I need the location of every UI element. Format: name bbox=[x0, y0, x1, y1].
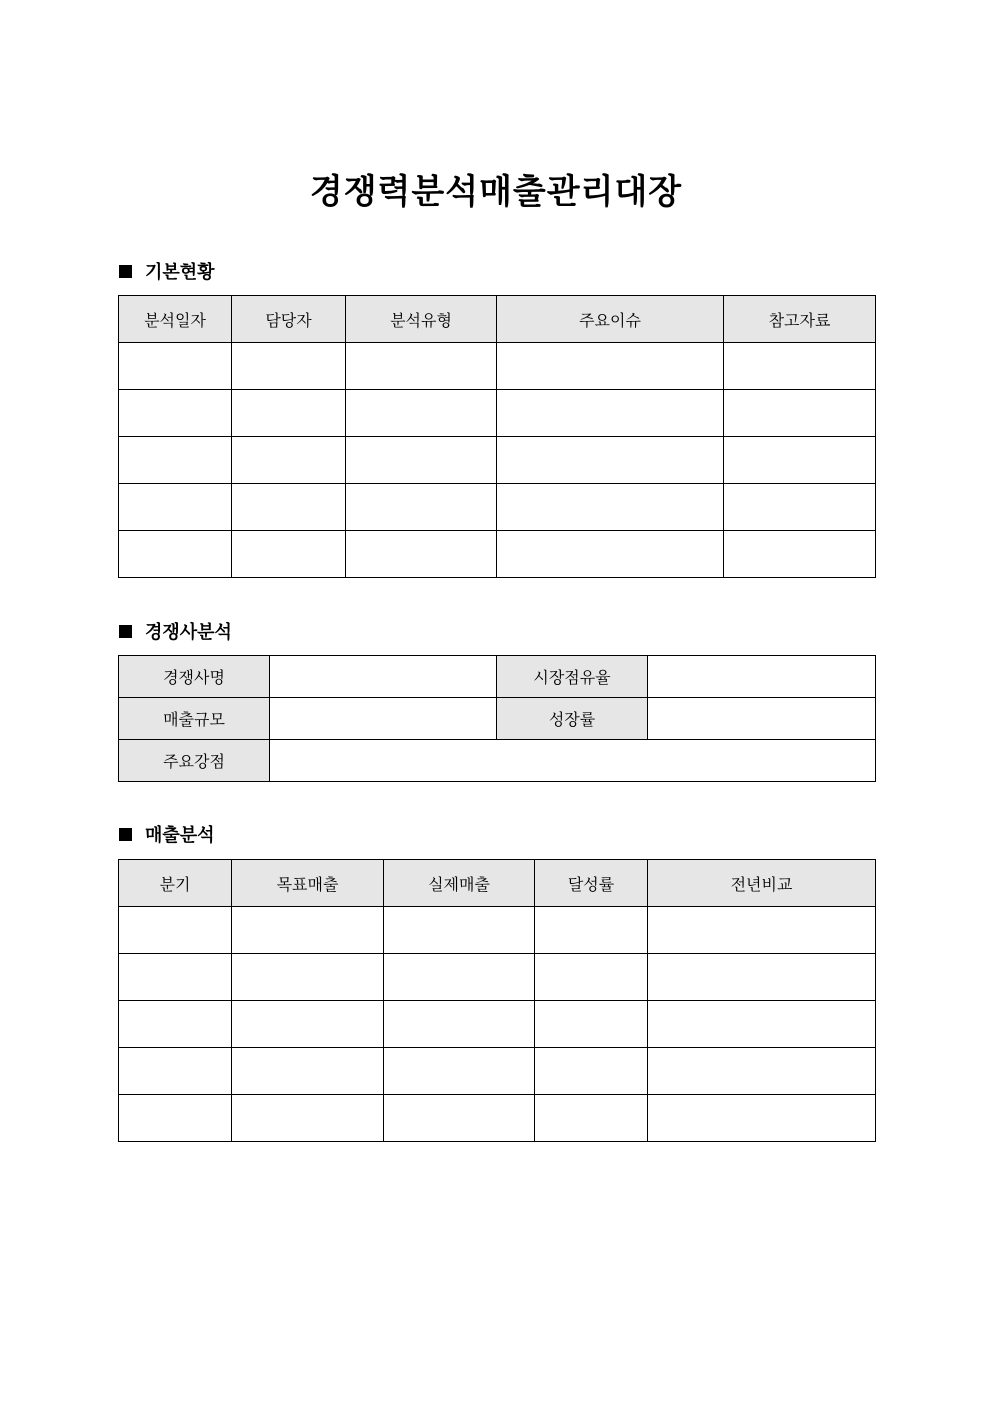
table-row bbox=[119, 343, 876, 390]
column-header: 실제매출 bbox=[384, 860, 535, 907]
table-cell[interactable] bbox=[497, 390, 724, 437]
table-cell[interactable] bbox=[119, 954, 232, 1001]
table-cell[interactable] bbox=[232, 531, 346, 578]
table-cell[interactable] bbox=[119, 1001, 232, 1048]
table-row bbox=[119, 1095, 876, 1142]
section-heading-competitor bbox=[119, 618, 232, 644]
table-cell[interactable] bbox=[346, 343, 497, 390]
table-cell[interactable] bbox=[119, 531, 232, 578]
table-cell[interactable] bbox=[497, 484, 724, 531]
section-heading-sales bbox=[119, 821, 215, 847]
growth-rate-field[interactable] bbox=[648, 698, 876, 740]
table-cell[interactable] bbox=[346, 390, 497, 437]
table-header-row bbox=[119, 860, 876, 907]
table-cell[interactable] bbox=[119, 343, 232, 390]
key-strength-field[interactable] bbox=[270, 740, 876, 782]
table-cell[interactable] bbox=[535, 1095, 648, 1142]
table-row bbox=[119, 1001, 876, 1048]
table-cell[interactable] bbox=[384, 907, 535, 954]
competitor-analysis-table bbox=[118, 655, 876, 782]
table-row bbox=[119, 698, 876, 740]
table-row bbox=[119, 954, 876, 1001]
table-cell[interactable] bbox=[724, 437, 876, 484]
table-cell[interactable] bbox=[232, 907, 384, 954]
table-cell[interactable] bbox=[648, 1048, 876, 1095]
table-row bbox=[119, 531, 876, 578]
column-header: 참고자료 bbox=[724, 296, 876, 343]
sales-scale-label: 매출규모 bbox=[119, 698, 270, 740]
sales-analysis-table bbox=[118, 859, 876, 1142]
table-cell[interactable] bbox=[346, 437, 497, 484]
section-heading-label: 기본현황 bbox=[145, 262, 215, 283]
market-share-label: 시장점유율 bbox=[497, 656, 648, 698]
table-cell[interactable] bbox=[535, 1048, 648, 1095]
table-cell[interactable] bbox=[232, 954, 384, 1001]
table-row bbox=[119, 437, 876, 484]
table-cell[interactable] bbox=[119, 390, 232, 437]
table-cell[interactable] bbox=[497, 531, 724, 578]
table-cell[interactable] bbox=[497, 343, 724, 390]
table-cell[interactable] bbox=[724, 484, 876, 531]
square-bullet-icon bbox=[119, 828, 132, 841]
table-cell[interactable] bbox=[232, 390, 346, 437]
table-cell[interactable] bbox=[119, 484, 232, 531]
table-cell[interactable] bbox=[232, 437, 346, 484]
table-cell[interactable] bbox=[346, 531, 497, 578]
table-cell[interactable] bbox=[724, 343, 876, 390]
table-row bbox=[119, 1048, 876, 1095]
table-cell[interactable] bbox=[648, 907, 876, 954]
table-cell[interactable] bbox=[384, 954, 535, 1001]
table-row bbox=[119, 656, 876, 698]
table-cell[interactable] bbox=[724, 390, 876, 437]
column-header: 주요이슈 bbox=[497, 296, 724, 343]
column-header: 담당자 bbox=[232, 296, 346, 343]
column-header: 분석유형 bbox=[346, 296, 497, 343]
column-header: 전년비교 bbox=[648, 860, 876, 907]
table-row bbox=[119, 740, 876, 782]
table-cell[interactable] bbox=[535, 1001, 648, 1048]
table-header-row bbox=[119, 296, 876, 343]
table-cell[interactable] bbox=[648, 1095, 876, 1142]
table-cell[interactable] bbox=[232, 1048, 384, 1095]
table-row bbox=[119, 390, 876, 437]
table-cell[interactable] bbox=[346, 484, 497, 531]
table-row bbox=[119, 484, 876, 531]
sales-scale-field[interactable] bbox=[270, 698, 497, 740]
table-cell[interactable] bbox=[119, 437, 232, 484]
page-title: 경쟁력분석매출관리대장 bbox=[309, 172, 683, 212]
column-header: 달성률 bbox=[535, 860, 648, 907]
table-cell[interactable] bbox=[648, 954, 876, 1001]
table-cell[interactable] bbox=[119, 907, 232, 954]
table-cell[interactable] bbox=[535, 907, 648, 954]
table-cell[interactable] bbox=[232, 343, 346, 390]
table-cell[interactable] bbox=[724, 531, 876, 578]
growth-rate-label: 성장률 bbox=[497, 698, 648, 740]
column-header: 분기 bbox=[119, 860, 232, 907]
table-cell[interactable] bbox=[119, 1095, 232, 1142]
table-cell[interactable] bbox=[535, 954, 648, 1001]
column-header: 분석일자 bbox=[119, 296, 232, 343]
table-cell[interactable] bbox=[232, 1001, 384, 1048]
section-heading-label: 경쟁사분석 bbox=[145, 622, 232, 643]
table-cell[interactable] bbox=[384, 1001, 535, 1048]
table-cell[interactable] bbox=[384, 1048, 535, 1095]
competitor-name-label: 경쟁사명 bbox=[119, 656, 270, 698]
table-row bbox=[119, 907, 876, 954]
table-cell[interactable] bbox=[232, 1095, 384, 1142]
square-bullet-icon bbox=[119, 625, 132, 638]
table-cell[interactable] bbox=[648, 1001, 876, 1048]
table-cell[interactable] bbox=[497, 437, 724, 484]
basic-status-table bbox=[118, 295, 876, 578]
column-header: 목표매출 bbox=[232, 860, 384, 907]
table-cell[interactable] bbox=[384, 1095, 535, 1142]
section-heading-label: 매출분석 bbox=[145, 825, 215, 846]
competitor-name-field[interactable] bbox=[270, 656, 497, 698]
section-heading-basic bbox=[119, 258, 215, 284]
square-bullet-icon bbox=[119, 265, 132, 278]
key-strength-label: 주요강점 bbox=[119, 740, 270, 782]
table-cell[interactable] bbox=[232, 484, 346, 531]
market-share-field[interactable] bbox=[648, 656, 876, 698]
table-cell[interactable] bbox=[119, 1048, 232, 1095]
